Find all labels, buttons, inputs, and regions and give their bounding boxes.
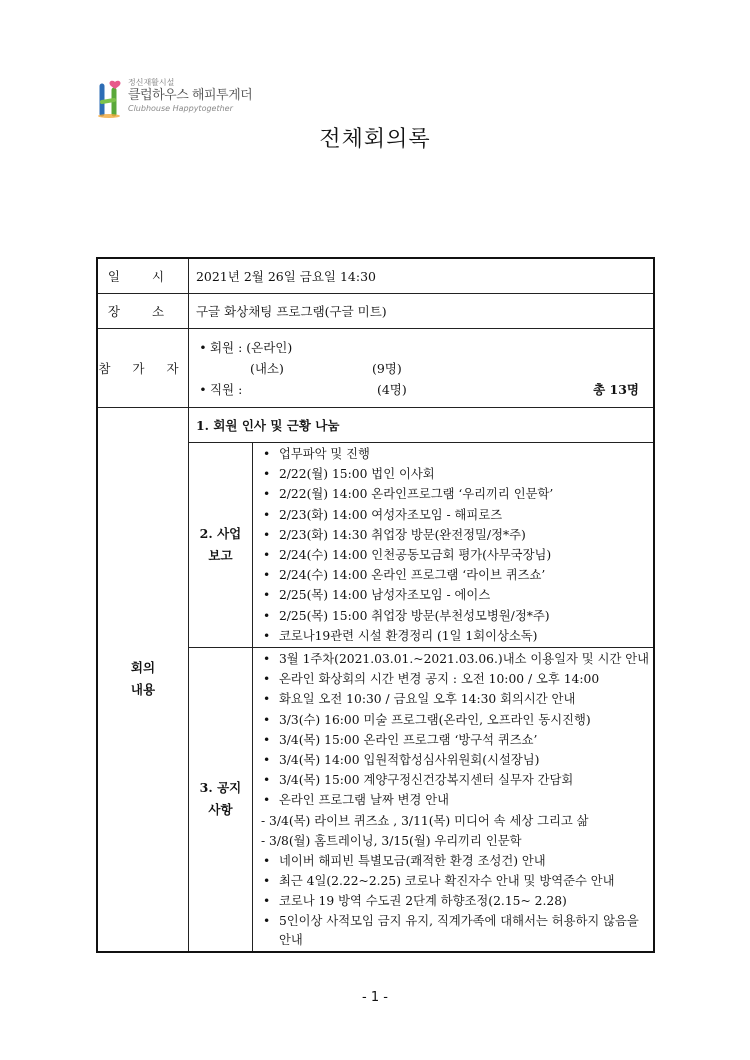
section2-label-line1: 2. 사업 [199,526,242,542]
section2-label [188,443,252,648]
section3-list-item: • 3/4(목) 15:00 계양구정신건강복지센터 실무자 간담회 [261,770,649,790]
date-value: 2021년 2월 26일 금요일 14:30 [188,258,654,294]
section3-list-item: • 온라인 프로그램 날짜 변경 안내 [261,790,649,810]
meeting-label-line1: 회의 [130,660,156,676]
section3-items-cell [252,648,654,952]
section3-list-item: • 3/4(목) 14:00 입원적합성심사위원회(시설장님) [261,750,649,770]
section2-items-cell [252,443,654,648]
attendees-staff-text: 직원 : [209,381,243,397]
attendees-row [97,329,654,408]
section3-list-item: • 최근 4일(2.22~2.25) 코로나 확진자수 안내 및 방역준수 안내 [261,871,649,891]
section3-list [253,648,653,951]
meeting-label-line2: 내용 [130,682,156,698]
section2-list-item: • 2/22(월) 15:00 법인 이사회 [261,464,649,484]
attendees-member-line [196,337,653,358]
meeting-content-label [97,408,188,952]
meeting-section1-row [97,408,654,443]
section3-list-item: • 네이버 해피빈 특별모금(쾌적한 환경 조성건) 안내 [261,851,649,871]
page-number: - 1 - [362,990,388,1005]
place-value: 구글 화상채팅 프로그램(구글 미트) [188,294,654,329]
section3-list-item: • 3월 1주차(2021.03.01.~2021.03.06.)내소 이용일자 및 시간 안내 [261,649,649,669]
section2-list-item: • 2/23(화) 14:30 취업장 방문(완전정밀/정*주) [261,525,649,545]
attendees-label: 참 가 자 [97,329,188,408]
section3-label-line1: 3. 공지 [199,780,242,796]
attendees-member-text: 회원 : (온라인) [209,339,293,355]
section2-list-item: • 2/25(목) 15:00 취업장 방문(부천성모병원/정*주) [261,606,649,626]
section2-list-item: • 2/23(화) 14:00 여성자조모임 - 해피로즈 [261,505,649,525]
bullet-icon: • [199,339,207,355]
section2-list [253,443,653,647]
attendees-value [188,329,654,408]
attendees-visit-text: (내소) [249,360,284,376]
section3-label [188,648,252,952]
section3-list-item: • 3/3(수) 16:00 미술 프로그램(온라인, 오프라인 동시진행) [261,710,649,730]
date-label: 일 시 [97,258,188,294]
logo-name: 클럽하우스 해피투게더 [128,88,253,103]
clubhouse-logo [98,78,258,122]
logo-subtitle: 정신재활시설 [128,78,175,87]
section3-list-item: • 화요일 오전 10:30 / 금요일 오후 14:30 회의시간 안내 [261,689,649,709]
section1-heading: 1. 회원 인사 및 근황 나눔 [188,408,654,443]
section3-list-item: - 3/8(월) 홈트레이닝, 3/15(월) 우리끼리 인문학 [260,833,522,848]
section3-list-item: • 3/4(목) 15:00 온라인 프로그램 ‘방구석 퀴즈쇼’ [261,730,649,750]
logo-text [128,78,252,114]
section3-list-item: • 5인이상 사적모임 금지 유지, 직계가족에 대해서는 허용하지 않음을 안내 [261,912,649,950]
section2-list-item: • 2/25(목) 14:00 남성자조모임 - 에이스 [261,585,649,605]
place-label: 장 소 [97,294,188,329]
logo-english-name: Clubhouse Happytogether [128,104,233,113]
section3-label-line2: 사항 [208,802,233,818]
document-title: 전체회의록 [319,127,431,152]
section2-label-line2: 보고 [208,548,233,564]
section2-list-item: • 2/22(월) 14:00 온라인프로그램 ‘우리끼리 인문학’ [261,484,649,504]
section2-list-item: • 업무파악 및 진행 [261,444,649,464]
section2-list-item: • 2/24(수) 14:00 온라인 프로그램 ‘라이브 퀴즈쇼’ [261,565,649,585]
section3-list-item: - 3/4(목) 라이브 퀴즈쇼 , 3/11(목) 미디어 속 세상 그리고 삶 [260,813,589,828]
attendees-visit-count: (9명) [371,360,402,376]
section2-list-item: • 코로나19관련 시설 환경정리 (1일 1회이상소독) [261,626,649,646]
section3-list-item: • 코로나 19 방역 수도권 2단계 하향조정(2.15~ 2.28) [261,891,649,911]
attendees-staff-line [196,379,653,400]
place-row [97,294,654,329]
date-row [97,258,654,294]
section2-list-item: • 2/24(수) 14:00 인천공동모금회 평가(사무국장님) [261,545,649,565]
attendees-total: 총 13명 [593,381,639,397]
attendees-visit-line [196,358,653,379]
bullet-icon: • [199,381,207,397]
minutes-table [96,257,655,953]
clubhouse-h-logo-icon [98,80,124,118]
section3-list-item: • 온라인 화상회의 시간 변경 공지 : 오전 10:00 / 오후 14:00 [261,669,649,689]
attendees-staff-count: (4명) [376,381,407,397]
